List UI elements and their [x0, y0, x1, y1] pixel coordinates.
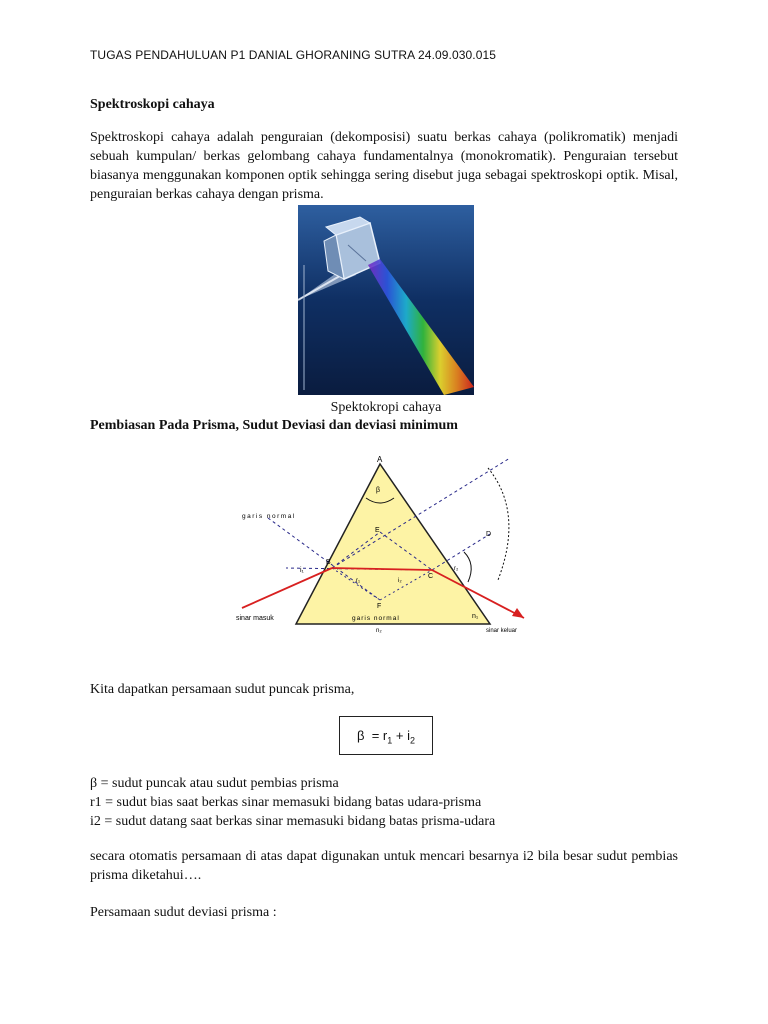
i2-label: i₂ — [398, 578, 402, 584]
r1-label: r₁ — [356, 578, 361, 584]
i1-label: i₁ — [300, 567, 304, 574]
normal-label-left: garis normal — [242, 513, 296, 520]
point-c-label: C — [428, 573, 434, 580]
prism-diagram-svg — [228, 452, 548, 642]
prism-photo-image — [298, 205, 474, 395]
formula-equals: = — [371, 728, 380, 743]
formula-beta: β — [356, 728, 365, 743]
heading-spectroscopy: Spektroskopi cahaya — [90, 97, 215, 112]
intro-text: Kita dapatkan persamaan sudut puncak prisma, — [90, 682, 355, 697]
section-heading-refraction: Pembiasan Pada Prisma, Sudut Deviasi dan deviasi minimum — [90, 418, 458, 433]
photo-caption: Spektokropi cahaya — [330, 400, 442, 415]
prism-spectrum-photo — [298, 205, 474, 395]
deviation-label: D — [486, 531, 492, 538]
deviation-arc — [488, 468, 509, 580]
incoming-ray-label: sinar masuk — [236, 615, 274, 622]
beta-label: β — [376, 487, 381, 494]
point-e-label: E — [375, 527, 380, 534]
r2-label: r₂ — [454, 566, 459, 572]
point-b-label: B — [326, 559, 331, 566]
document-header: TUGAS PENDAHULUAN P1 DANIAL GHORANING SUTRA 24.09.030.015 — [90, 48, 497, 62]
outgoing-ray-label: sinar keluar — [486, 628, 518, 634]
formula-i: i — [407, 728, 410, 743]
n1-label: n₁ — [472, 613, 479, 620]
normal-label-bottom: garis normal — [352, 615, 400, 622]
paragraph-definition: Spektroskopi cahaya adalah penguraian (dekomposisi) suatu berkas cahaya (polikromatik) menjadi sebuah kumpulan/ berkas gelombang cahaya fundamentalnya (monokromatik). Penguraian tersebut biasanya menggunakan komponen optik sehingga sering disebut juga sebagai spektroskopi optik. Misal, penguraian berkas cahaya dengan prisma. — [90, 130, 678, 202]
definition-i2: i2 = sudut datang saat berkas sinar memasuki bidang batas prisma-udara — [90, 814, 496, 829]
prism-refraction-diagram — [228, 452, 548, 642]
point-f-label: F — [377, 603, 382, 610]
formula-r-sub: 1 — [387, 735, 393, 746]
n2-label: n₂ — [376, 628, 382, 634]
formula-r: r — [382, 728, 388, 743]
closing-text: Persamaan sudut deviasi prisma : — [90, 905, 277, 920]
definition-r1: r1 = sudut bias saat berkas sinar memasuki bidang batas udara-prisma — [90, 795, 482, 810]
apex-label: A — [377, 455, 383, 464]
formula-box — [339, 716, 433, 755]
definition-beta: β = sudut puncak atau sudut pembias prisma — [90, 776, 339, 791]
formula-plus: + — [395, 728, 404, 743]
r2-arc — [464, 552, 471, 582]
paragraph-explanation: secara otomatis persamaan di atas dapat digunakan untuk mencari besarnya i2 bila besar sudut pembias prisma diketahui…. — [90, 849, 678, 883]
apex-angle-formula — [340, 717, 432, 760]
formula-i-sub: 2 — [410, 735, 416, 746]
